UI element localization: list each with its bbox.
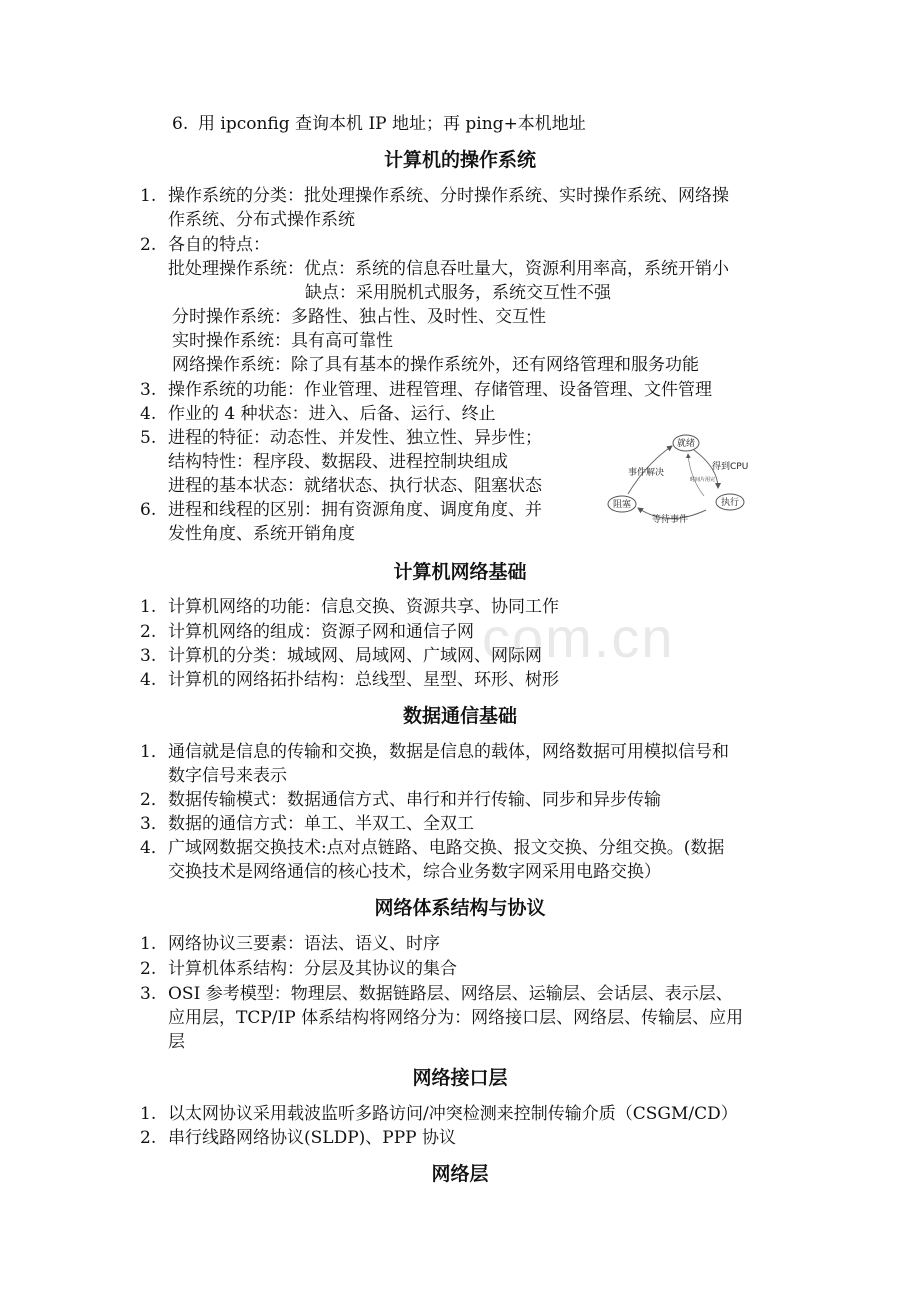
list-item-text: 广域网数据交换技术:点对点链路、电路交换、报文交换、分组交换。(数据 — [168, 838, 725, 858]
list-item-text: 计算机网络的组成：资源子网和通信子网 — [168, 622, 474, 642]
list-item-text: 作系统、分布式操作系统 — [168, 210, 355, 230]
list-item-text: 进程的特征：动态性、并发性、独立性、异步性； — [168, 428, 542, 448]
section-heading: 数据通信基础 — [402, 705, 517, 727]
process-state-diagram — [606, 428, 760, 528]
list-number: 6. — [172, 114, 189, 134]
list-number: 4. — [140, 670, 157, 690]
list-item-text: 进程的基本状态：就绪状态、执行状态、阻塞状态 — [168, 476, 542, 496]
list-item-text: 以太网协议采用载波监听多路访问/冲突检测来控制传输介质（CSGM/CD） — [168, 1104, 738, 1124]
list-item-text: 应用层，TCP/IP 体系结构将网络分为：网络接口层、网络层、传输层、应用 — [168, 1008, 744, 1028]
list-number: 3. — [140, 380, 157, 400]
list-item-text: 数据传输模式：数据通信方式、串行和并行传输、同步和异步传输 — [168, 790, 661, 810]
list-item-text: 计算机的分类：城域网、局域网、广域网、网际网 — [168, 646, 542, 666]
state-run-label: 执行 — [720, 498, 740, 508]
list-number: 3． — [140, 814, 168, 834]
section-heading: 计算机的操作系统 — [383, 149, 536, 171]
section-heading: 网络层 — [431, 1163, 489, 1185]
state-blocked-label: 阻塞 — [612, 500, 632, 510]
list-item-text: 通信就是信息的传输和交换，数据是信息的载体，网络数据可用模拟信号和 — [168, 742, 729, 762]
event-done-label: 事件解决 — [628, 468, 665, 478]
list-item-text: 各自的特点： — [168, 235, 270, 255]
list-number: 3. — [140, 646, 157, 666]
event-wait-label: 等待事件 — [652, 515, 689, 525]
list-number: 2. — [140, 235, 157, 255]
list-item-text: 数据的通信方式：单工、半双工、全双工 — [168, 814, 474, 834]
list-number: 2. — [140, 1128, 157, 1148]
list-number: 1. — [140, 186, 157, 206]
list-item-text: 网络协议三要素：语法、语义、时序 — [168, 934, 440, 954]
list-item-text: 批处理操作系统：优点：系统的信息吞吐量大，资源利用率高，系统开销小 — [168, 259, 729, 279]
list-item-text: 串行线路网络协议(SLDP)、PPP 协议 — [168, 1128, 456, 1148]
list-item-text: 发性角度、系统开销角度 — [168, 524, 355, 544]
state-ready-label: 就绪 — [676, 439, 696, 449]
list-item-text: 结构特性：程序段、数据段、进程控制块组成 — [168, 452, 508, 472]
list-number: 3. — [140, 984, 157, 1004]
section-heading: 计算机网络基础 — [393, 561, 527, 583]
list-number: 5. — [140, 428, 157, 448]
list-number: 1. — [140, 1104, 157, 1124]
list-item-text: 操作系统的功能：作业管理、进程管理、存储管理、设备管理、文件管理 — [168, 380, 712, 400]
list-item-text: 计算机的网络拓扑结构：总线型、星型、环形、树形 — [168, 670, 559, 690]
list-item-text: 操作系统的分类：批处理操作系统、分时操作系统、实时操作系统、网络操 — [168, 186, 729, 206]
section-heading: 网络接口层 — [412, 1067, 508, 1089]
list-item-text: 用 ipconfig 查询本机 IP 地址；再 ping+本机地址 — [198, 114, 586, 134]
list-number: 6. — [140, 500, 157, 520]
list-item-text: OSI 参考模型：物理层、数据链路层、网络层、运输层、会话层、表示层、 — [168, 984, 733, 1004]
list-item-text: 作业的 4 种状态：进入、后备、运行、终止 — [168, 404, 496, 424]
watermark: com.cn — [482, 606, 675, 669]
list-item-text: 计算机网络的功能：信息交换、资源共享、协同工作 — [168, 597, 559, 617]
list-item-text: 数字信号来表示 — [168, 766, 287, 786]
list-number: 2. — [140, 622, 157, 642]
list-number: 1． — [140, 742, 168, 762]
list-item-text: 进程和线程的区别：拥有资源角度、调度角度、并 — [168, 500, 542, 520]
list-number: 2. — [140, 959, 157, 979]
list-item-text: 实时操作系统：具有高可靠性 — [172, 331, 393, 351]
list-item-text: 交换技术是网络通信的核心技术，综合业务数字网采用电路交换） — [168, 862, 661, 882]
list-number: 4. — [140, 404, 157, 424]
list-item-text: 分时操作系统：多路性、独占性、及时性、交互性 — [172, 307, 546, 327]
list-number: 4． — [140, 838, 168, 858]
list-item-text: 层 — [168, 1032, 185, 1052]
timeout-label: 时间片用完 — [690, 477, 716, 483]
get-cpu-label: 得到CPU — [712, 462, 749, 472]
list-item-text: 计算机体系结构：分层及其协议的集合 — [168, 959, 457, 979]
list-number: 2． — [140, 790, 168, 810]
list-item-text: 网络操作系统：除了具有基本的操作系统外，还有网络管理和服务功能 — [172, 355, 699, 375]
edge-run-to-ready — [688, 454, 704, 496]
section-heading: 网络体系结构与协议 — [374, 897, 546, 919]
list-number: 1. — [140, 597, 157, 617]
list-item-text: 缺点：采用脱机式服务，系统交互性不强 — [305, 283, 611, 303]
list-number: 1. — [140, 934, 157, 954]
